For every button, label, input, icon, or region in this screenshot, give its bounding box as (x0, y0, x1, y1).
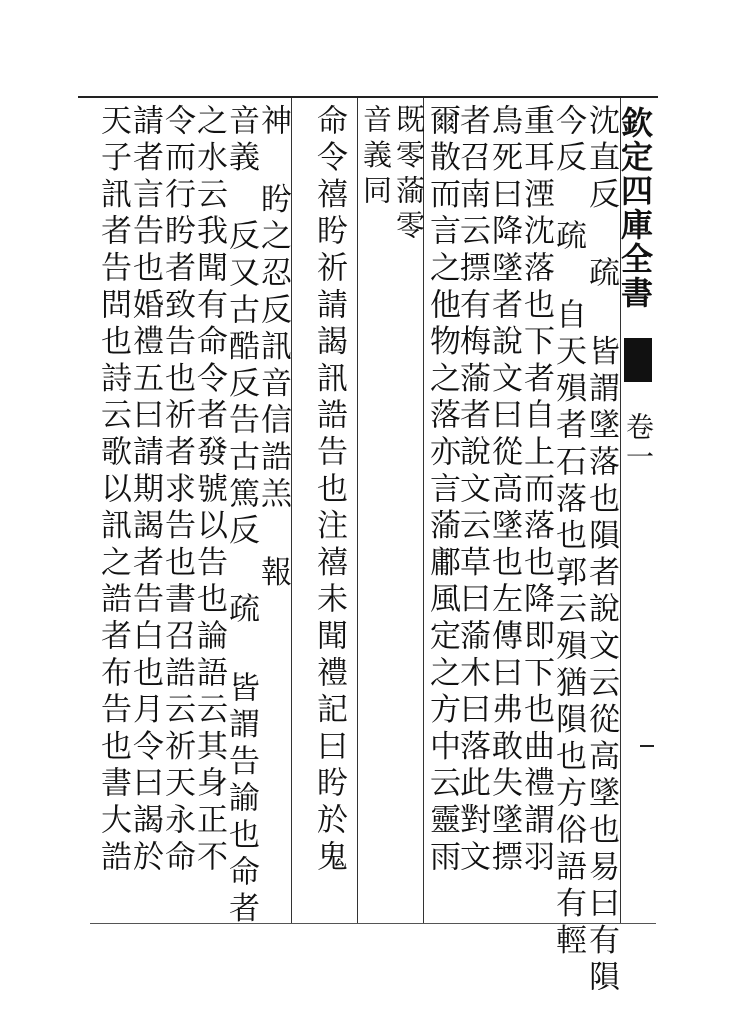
text-column: 者召南云摽有梅蕍者說文云草曰蕍木曰落此對文 (454, 104, 490, 877)
page-tick (640, 745, 654, 747)
text-column: 今反 疏 自天殞者石落也郭云殞猶隕也方俗語有輕 (550, 104, 586, 961)
text-column: 沈直反 疏 皆謂墜落也隕者說文云從高墜也易曰有隕 (583, 104, 619, 998)
volume-label: 卷一 (622, 412, 655, 472)
text-column: 音義同 (359, 104, 393, 211)
text-column: 既零蕍零 (392, 104, 426, 246)
text-column: 令而行盻者致告也祈者求告也書召誥云祈天永命 (159, 104, 195, 877)
column-rule (357, 98, 358, 923)
text-column: 天子訊者告問也詩云歌以訊之誥者布告也書大誥 (95, 104, 131, 877)
text-column: 鳥死曰降墜者說文曰從高墜也左傳曰弗敢失墜摽 (486, 104, 522, 877)
text-column: 重耳湮沈落也下者自上而落也降即下也曲禮謂羽 (518, 104, 554, 877)
text-column: 音義 反又古酷反告古篤反 疏 皆謂告諭也命者 (223, 104, 259, 929)
text-column: 命令禧盻祈請謁訊誥告也注禧未聞禮記曰盻於鬼 (311, 104, 347, 877)
fish-tail-mark (624, 338, 652, 382)
text-column: 神 盻之忍反訊音信誥羔 報 (255, 104, 291, 593)
text-column: 之水云我聞有命令者發號以告也論語云其身正不 (191, 104, 227, 877)
frame-top-rule (78, 96, 658, 98)
text-column: 請者言告也婚禮五曰請期謁者告白也月令曰謁於 (127, 104, 163, 877)
text-column: 爾散而言之他物之落亦言蕍鄘風定之方中云靈雨 (424, 104, 460, 877)
book-title: 欽定四庫全書 (616, 106, 654, 310)
column-rule (291, 98, 292, 923)
